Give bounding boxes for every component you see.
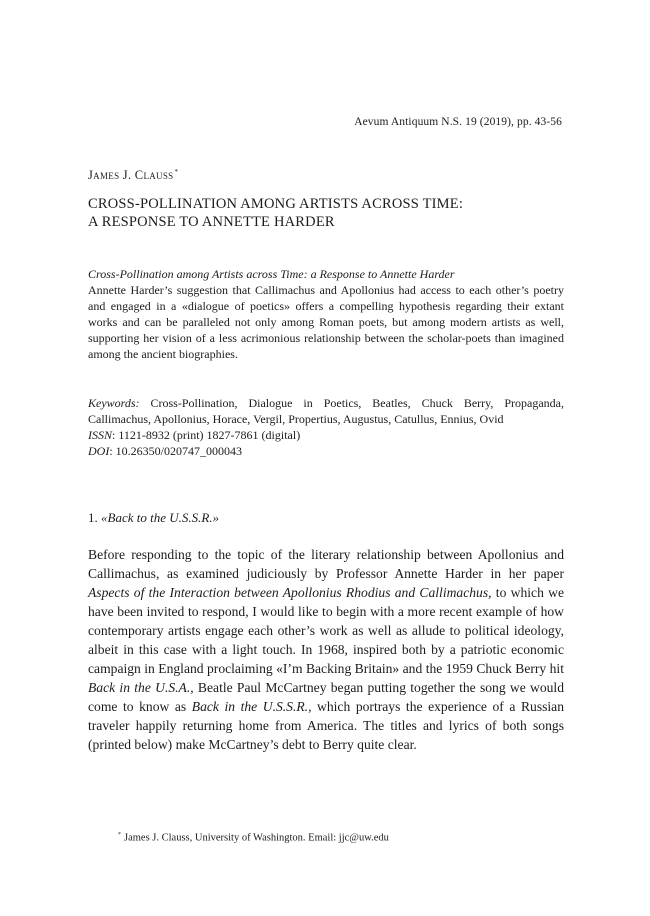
body-text-part-2: , to which we have been invited to respond, I would like to begin with a more recent example of how contemporary artists engage each other’s work as well as allude to political ideology, albeit in this case with a light touch. In 1968, inspired both by a patriotic economic campaign in England proclaiming «I’m Backing Britain» and the 1959 Chuck Berry hit bbox=[88, 585, 564, 676]
abstract-text: Annette Harder’s suggestion that Callimachus and Apollonius had access to each other’s poetry and engaged in a «dialogue of poetics» offers a compelling hypothesis regarding their extant works and can be paralleled not only among Roman poets, but among modern artists as well, supporting her vision of a less acrimonious relationship between the scholar-poets than imagined among the ancient biographies. bbox=[88, 283, 564, 361]
article-title bbox=[88, 195, 568, 231]
footnote bbox=[118, 828, 558, 846]
footnote-text: James J. Clauss, University of Washington. Email: jjc@uw.edu bbox=[124, 832, 389, 844]
body-text-part-1: Before responding to the topic of the literary relationship between Apollonius and Callimachus, as examined judiciously by Professor Annette Harder in her paper bbox=[88, 547, 564, 581]
keywords-text: Cross-Pollination, Dialogue in Poetics, Beatles, Chuck Berry, Propaganda, Callimachus, Apollonius, Horace, Vergil, Propertius, Augustus, Catullus, Ennius, Ovid bbox=[88, 396, 564, 426]
body-italic-song-back-in-ussr: Back in the U.S.S.R. bbox=[191, 699, 309, 714]
article-title-line-1: CROSS-POLLINATION AMONG ARTISTS ACROSS TIME: bbox=[88, 196, 464, 212]
author-name bbox=[88, 168, 178, 183]
doi-line bbox=[88, 443, 564, 459]
issn-label: ISSN bbox=[88, 428, 112, 442]
keywords bbox=[88, 395, 564, 427]
section-title: «Back to the U.S.S.R.» bbox=[101, 510, 220, 525]
keywords-label: Keywords: bbox=[88, 396, 140, 410]
section-number: 1. bbox=[88, 510, 101, 525]
abstract bbox=[88, 266, 564, 362]
journal-reference: Aevum Antiquum N.S. 19 (2019), pp. 43-56 bbox=[354, 116, 562, 128]
doi-label: DOI bbox=[88, 444, 110, 458]
author-footnote-marker[interactable]: * bbox=[174, 168, 179, 176]
issn-text: : 1121-8932 (print) 1827-7861 (digital) bbox=[112, 428, 301, 442]
article-title-line-2: A RESPONSE TO ANNETTE HARDER bbox=[88, 214, 335, 230]
doi-text: : 10.26350/020747_000043 bbox=[109, 444, 242, 458]
author-name-text: James J. Clauss bbox=[88, 168, 174, 183]
body-italic-title-harder-paper: Aspects of the Interaction between Apollonius Rhodius and Callimachus bbox=[88, 585, 489, 600]
abstract-title: Cross-Pollination among Artists across Time: a Response to Annette Harder bbox=[88, 267, 455, 281]
keywords-block bbox=[88, 395, 564, 459]
section-heading bbox=[88, 510, 219, 526]
body-text-part-3: , Beatle Paul McCartney began putting together the song we would come to know as bbox=[88, 680, 564, 714]
body-italic-song-back-in-usa: Back in the U.S.A. bbox=[88, 680, 191, 695]
body-paragraph bbox=[88, 545, 564, 754]
issn-line bbox=[88, 427, 564, 443]
footnote-marker: * bbox=[118, 832, 121, 838]
body-text-part-4: , which portrays the experience of a Russian traveler happily returning home from America. The titles and lyrics of both songs (printed below) make McCartney’s debt to Berry quite clear. bbox=[88, 699, 565, 752]
